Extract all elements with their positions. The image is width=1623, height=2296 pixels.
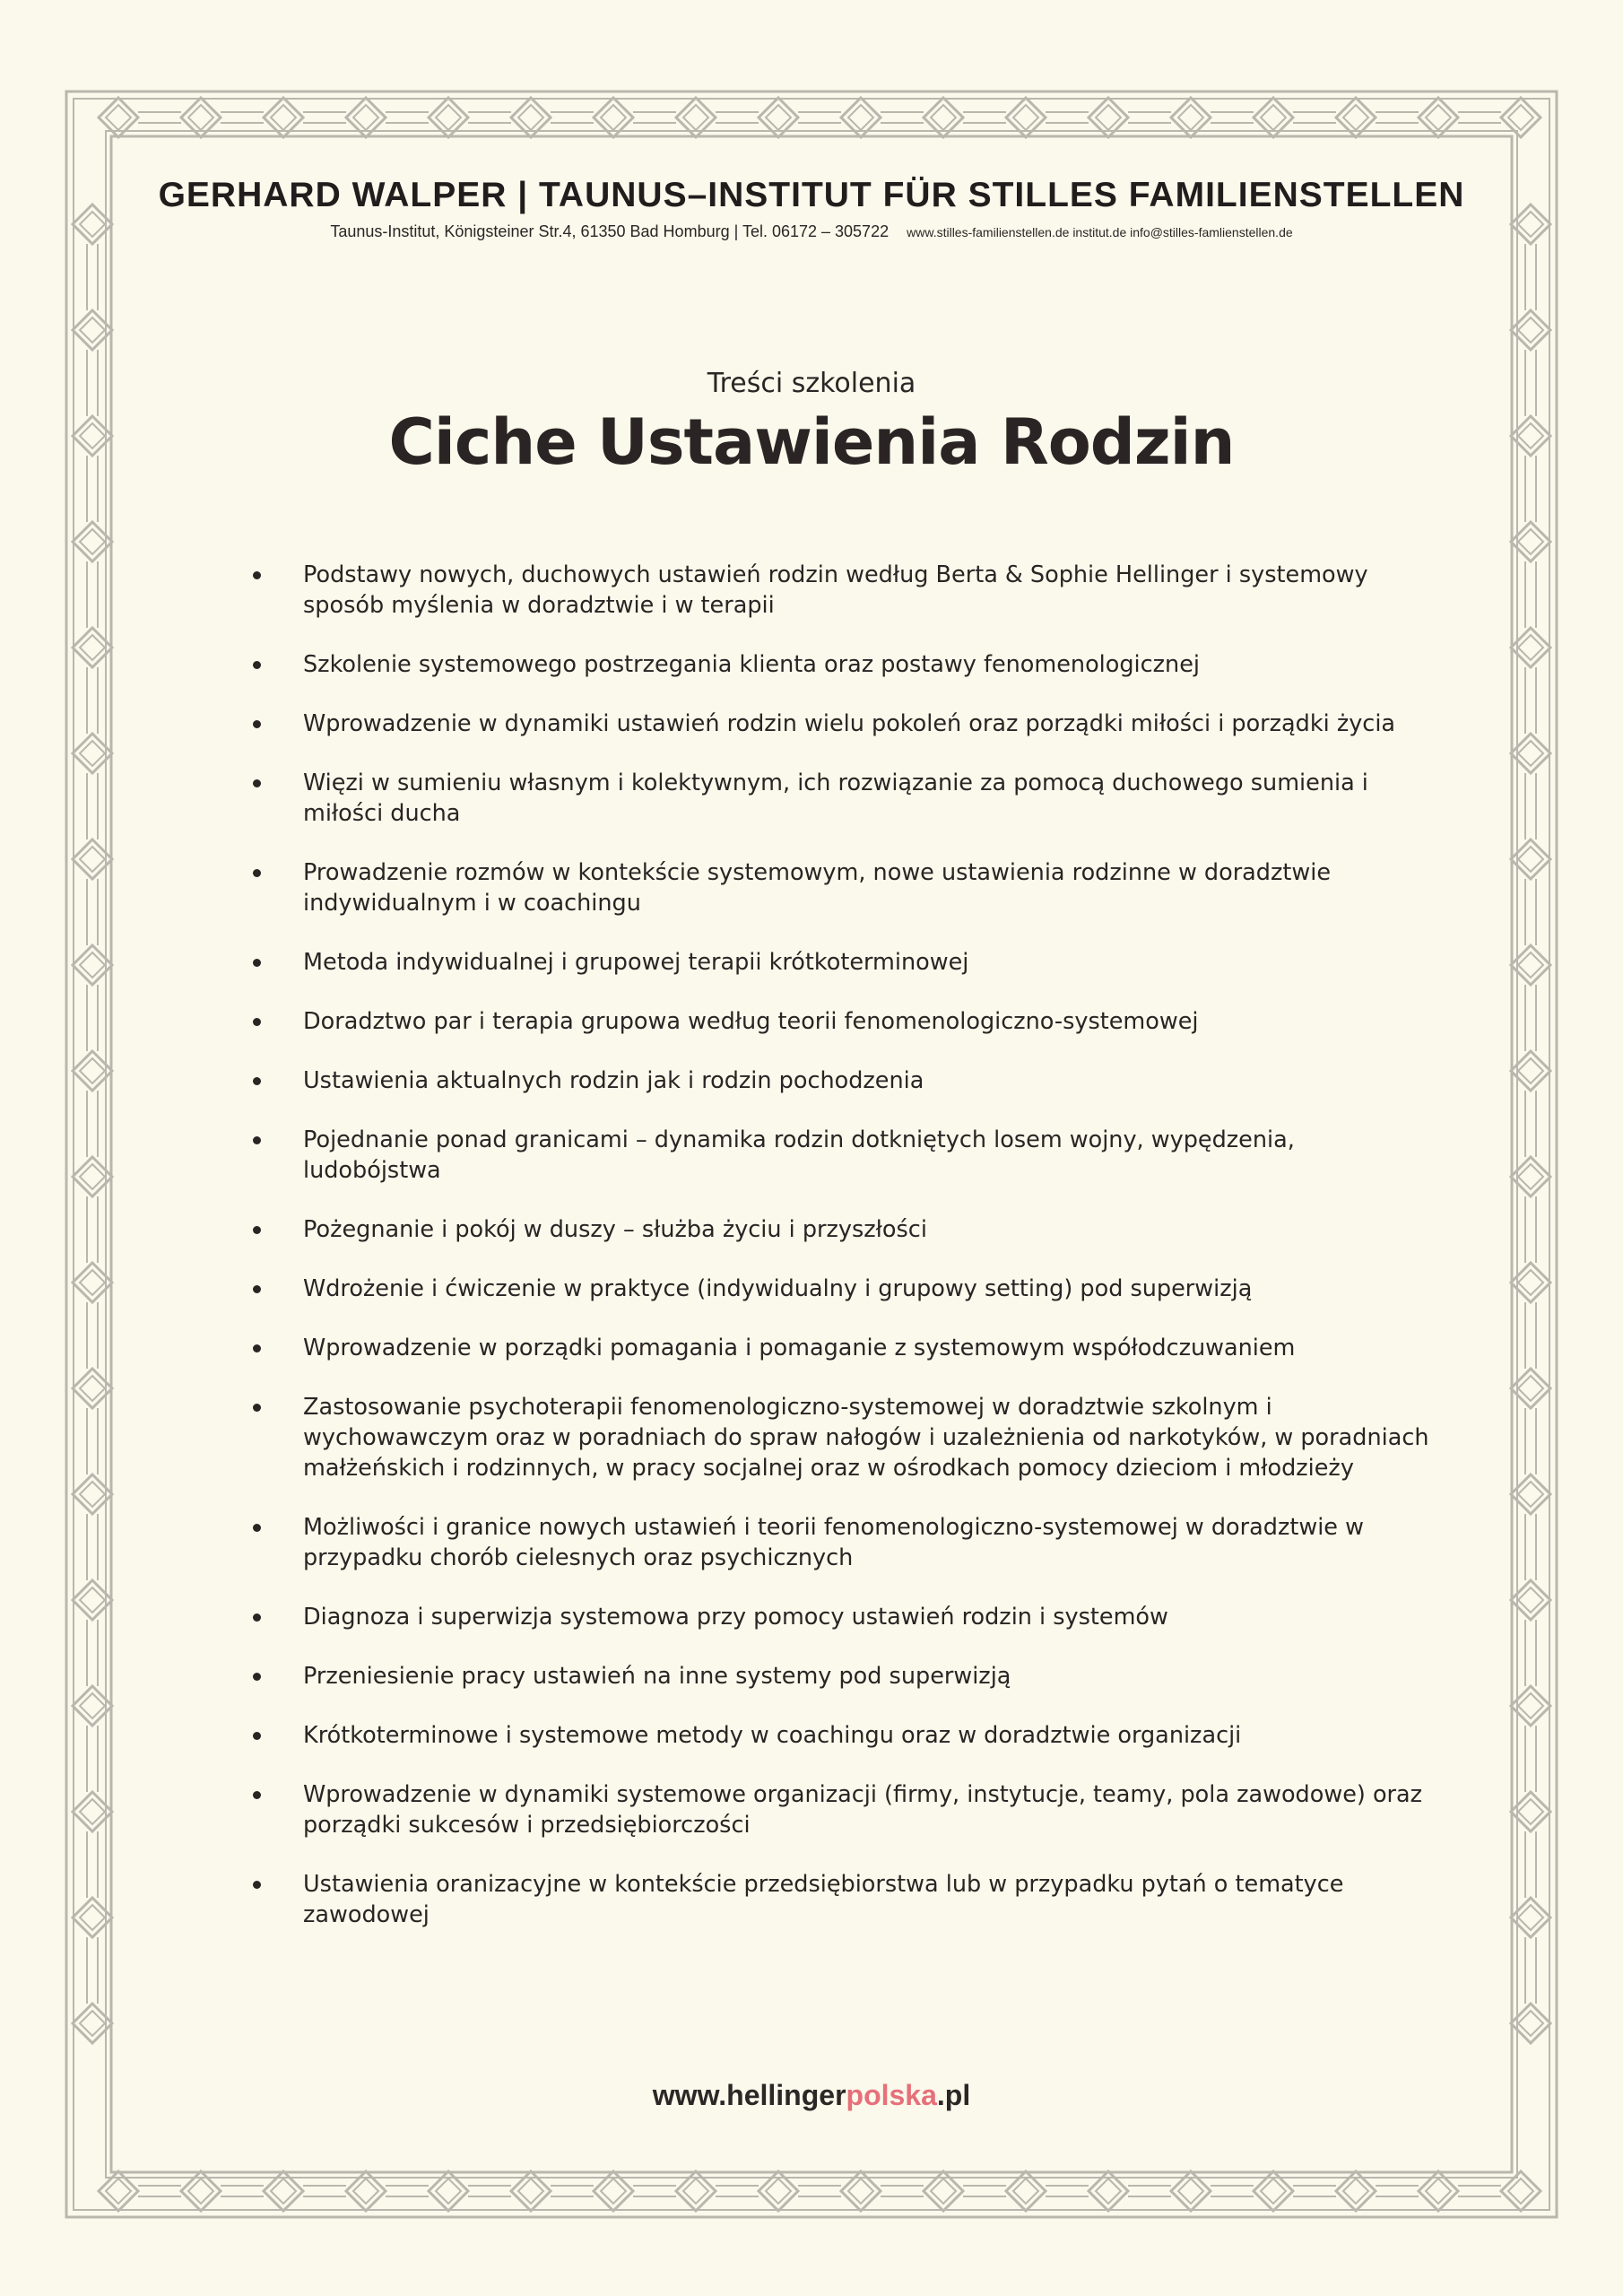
- list-item-text: Pożegnanie i pokój w duszy – służba życiu i przyszłości: [303, 1216, 927, 1243]
- list-item: [253, 857, 1436, 918]
- list-item: [253, 1125, 1436, 1186]
- list-item-text: Krótkoterminowe i systemowe metody w coachingu oraz w doradztwie organizacji: [303, 1722, 1242, 1749]
- bullet-icon: [253, 1136, 261, 1144]
- list-item: [253, 1065, 1436, 1096]
- bullet-icon: [253, 1673, 261, 1681]
- list-item: [253, 947, 1436, 978]
- list-item: [253, 560, 1436, 621]
- list-item: [253, 709, 1436, 739]
- list-item-text: Doradztwo par i terapia grupowa według teorii fenomenologiczno-systemowej: [303, 1008, 1199, 1035]
- list-item-text: Szkolenie systemowego postrzegania klienta oraz postawy fenomenologicznej: [303, 651, 1200, 678]
- list-item-text: Metoda indywidualnej i grupowej terapii krótkoterminowej: [303, 949, 969, 976]
- bullet-icon: [253, 1524, 261, 1532]
- list-item-text: Możliwości i granice nowych ustawień i teorii fenomenologiczno-systemowej w doradztwie w przypadku chorób cielesnych oraz psychicznych: [303, 1514, 1364, 1571]
- list-item-text: Podstawy nowych, duchowych ustawień rodzin według Berta & Sophie Hellinger i systemowy sposób myślenia w doradztwie i w terapii: [303, 561, 1368, 619]
- letterhead-contact: [0, 222, 1623, 241]
- list-item-text: Ustawienia oranizacyjne w kontekście przedsiębiorstwa lub w przypadku pytań o tematyce zawodowej: [303, 1871, 1344, 1928]
- document-subtitle: Treści szkolenia: [707, 368, 916, 399]
- list-item: [253, 1274, 1436, 1304]
- list-item: [253, 1661, 1436, 1692]
- document-title: Ciche Ustawienia Rodzin: [388, 405, 1235, 479]
- list-item-text: Prowadzenie rozmów w kontekście systemowym, nowe ustawienia rodzinne w doradztwie indywidualnym i w coachingu: [303, 859, 1332, 917]
- bullet-icon: [253, 720, 261, 728]
- bullet-icon: [253, 1613, 261, 1622]
- list-item-text: Wdrożenie i ćwiczenie w praktyce (indywidualny i grupowy setting) pod superwizją: [303, 1275, 1253, 1302]
- list-item: [253, 1720, 1436, 1751]
- list-item-text: Wprowadzenie w dynamiki ustawień rodzin wielu pokoleń oraz porządki miłości i porządki życia: [303, 710, 1396, 737]
- footer-url-part1: www.hellinger: [652, 2079, 846, 2111]
- list-item: [253, 1512, 1436, 1573]
- list-item-text: Ustawienia aktualnych rodzin jak i rodzin pochodzenia: [303, 1067, 924, 1094]
- training-topics-list: [253, 560, 1436, 1959]
- footer-url-part2: polska: [846, 2079, 937, 2111]
- bullet-icon: [253, 869, 261, 877]
- list-item: [253, 1333, 1436, 1363]
- list-item: [253, 1392, 1436, 1483]
- list-item: [253, 768, 1436, 829]
- list-item: [253, 1006, 1436, 1037]
- list-item: [253, 649, 1436, 680]
- bullet-icon: [253, 779, 261, 787]
- letterhead-title: GERHARD WALPER | TAUNUS–INSTITUT FÜR STILLES FAMILIENSTELLEN: [158, 176, 1465, 214]
- list-item-text: Diagnoza i superwizja systemowa przy pomocy ustawień rodzin i systemów: [303, 1604, 1168, 1631]
- bullet-icon: [253, 1226, 261, 1234]
- bullet-icon: [253, 661, 261, 669]
- bullet-icon: [253, 1285, 261, 1293]
- letterhead: [0, 176, 1623, 241]
- list-item-text: Więzi w sumieniu własnym i kolektywnym, ich rozwiązanie za pomocą duchowego sumienia i miłości ducha: [303, 770, 1368, 827]
- list-item: [253, 1602, 1436, 1632]
- bullet-icon: [253, 1881, 261, 1889]
- bullet-icon: [253, 1791, 261, 1799]
- letterhead-address: Taunus-Institut, Königsteiner Str.4, 61350 Bad Homburg | Tel. 06172 – 305722: [330, 222, 890, 240]
- list-item-text: Zastosowanie psychoterapii fenomenologiczno-systemowej w doradztwie szkolnym i wychowawczym oraz w poradniach do spraw nałogów i uzależnienia od narkotyków, w poradniach małżeńskich i rodzinnych, w pracy socjalnej oraz w ośrodkach pomocy dzieciom i młodzieży: [303, 1394, 1429, 1482]
- list-item: [253, 1869, 1436, 1930]
- bullet-icon: [253, 1018, 261, 1026]
- bullet-icon: [253, 1732, 261, 1740]
- footer-url-part3: .pl: [936, 2079, 971, 2111]
- letterhead-web: www.stilles-familienstellen.de institut.de info@stilles-famlienstellen.de: [907, 225, 1293, 239]
- bullet-icon: [253, 571, 261, 579]
- list-item-text: Wprowadzenie w dynamiki systemowe organizacji (firmy, instytucje, teamy, pola zawodowe) oraz porządki sukcesów i przedsiębiorczości: [303, 1781, 1423, 1839]
- bullet-icon: [253, 1404, 261, 1412]
- list-item: [253, 1779, 1436, 1840]
- bullet-icon: [253, 959, 261, 967]
- list-item-text: Pojednanie ponad granicami – dynamika rodzin dotkniętych losem wojny, wypędzenia, ludobójstwa: [303, 1126, 1295, 1184]
- bullet-icon: [253, 1344, 261, 1352]
- list-item-text: Wprowadzenie w porządki pomagania i pomaganie z systemowym współodczuwaniem: [303, 1335, 1296, 1361]
- list-item: [253, 1214, 1436, 1245]
- footer-website: [0, 2079, 1623, 2112]
- list-item-text: Przeniesienie pracy ustawień na inne systemy pod superwizją: [303, 1663, 1011, 1690]
- bullet-icon: [253, 1077, 261, 1085]
